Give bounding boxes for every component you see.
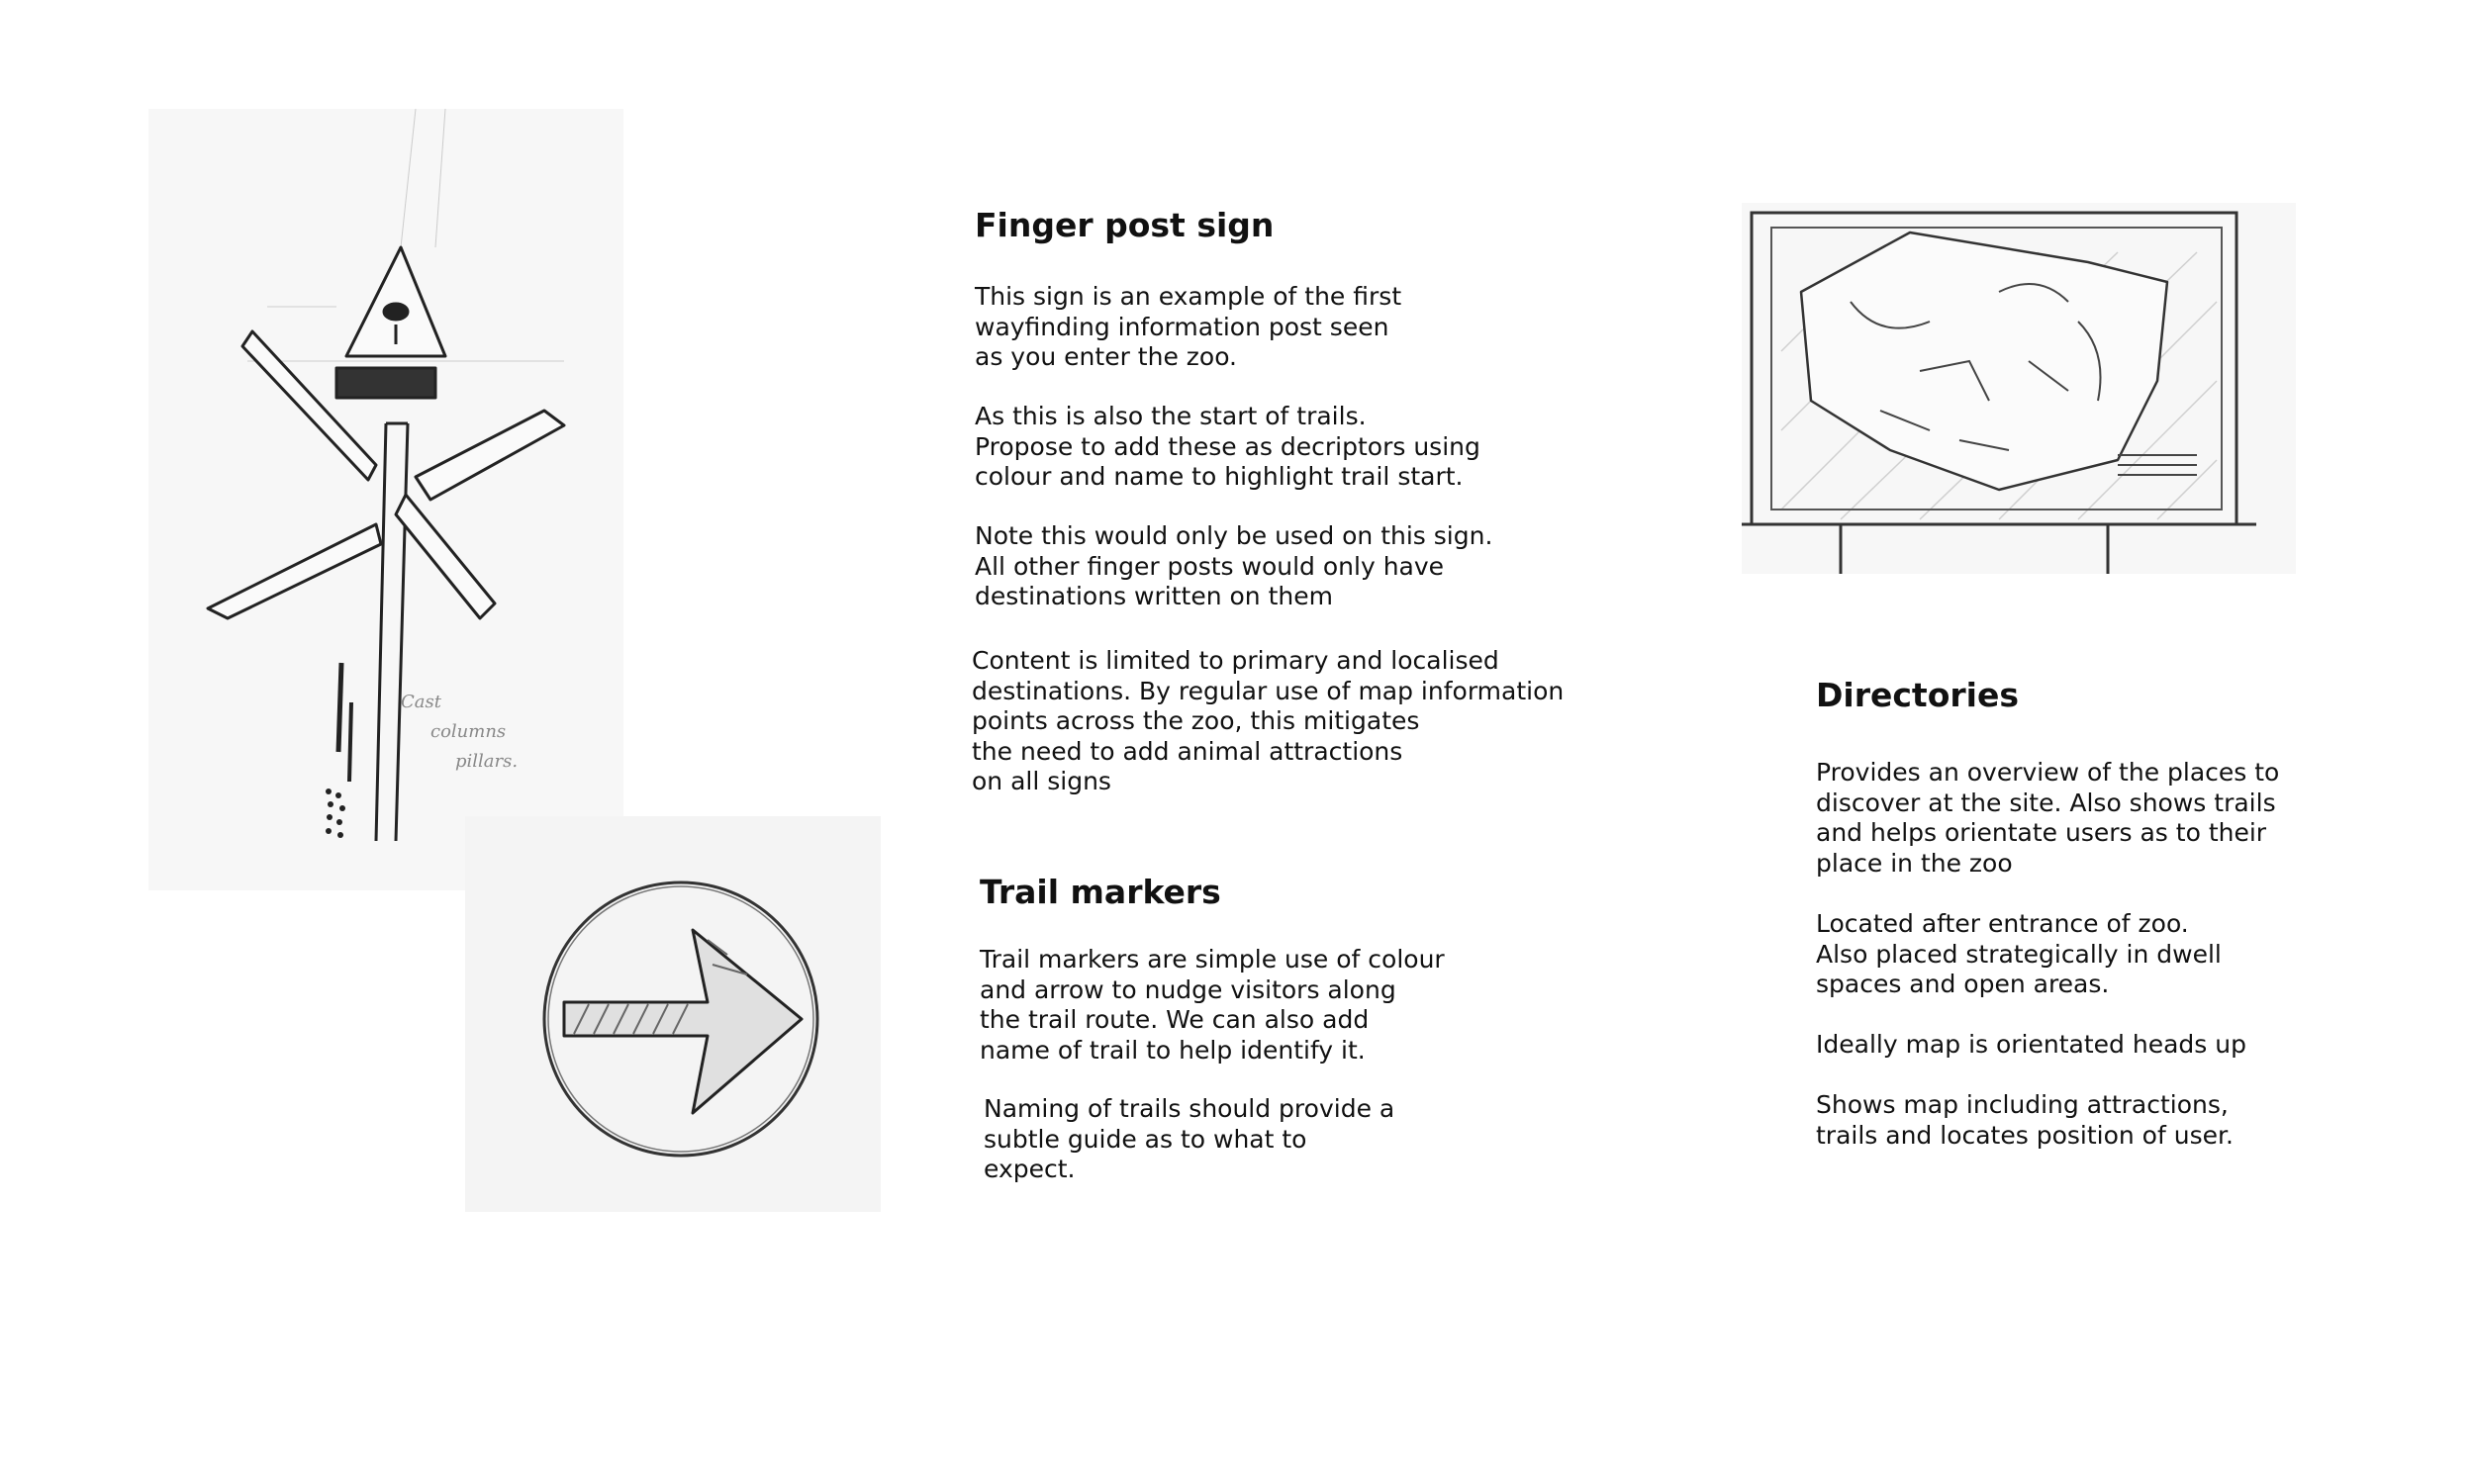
text-line: Propose to add these as decriptors using bbox=[975, 431, 1480, 461]
text-line: Trail markers are simple use of colour bbox=[980, 945, 1445, 974]
text-line: Content is limited to primary and localised bbox=[972, 646, 1499, 675]
finger-post-paragraph-2 bbox=[975, 402, 1480, 493]
text-line: Note this would only be used on this sign. bbox=[975, 521, 1493, 550]
text-line: Located after entrance of zoo. bbox=[1816, 909, 2189, 938]
finger-post-section bbox=[975, 206, 1274, 245]
directories-paragraph-1 bbox=[1816, 758, 2279, 879]
text-line: the need to add animal attractions bbox=[972, 736, 1403, 766]
text-line: name of trail to help identify it. bbox=[980, 1035, 1366, 1065]
annotation-line-3: pillars. bbox=[455, 751, 519, 772]
text-line: expect. bbox=[984, 1155, 1076, 1183]
text-line: Shows map including attractions, bbox=[1816, 1090, 2229, 1119]
directories-paragraph-4 bbox=[1816, 1090, 2234, 1151]
directories-paragraph-3 bbox=[1816, 1030, 2246, 1061]
text-line: destinations. By regular use of map information bbox=[972, 676, 1565, 705]
text-line: as you enter the zoo. bbox=[975, 342, 1238, 371]
text-line: place in the zoo bbox=[1816, 848, 2013, 878]
directory-board-drawing bbox=[1742, 203, 2296, 574]
finger-post-paragraph-3 bbox=[975, 521, 1492, 612]
text-line: on all signs bbox=[972, 767, 1111, 795]
annotation-line-2: columns bbox=[430, 721, 507, 742]
text-line: colour and name to highlight trail start. bbox=[975, 462, 1464, 491]
text-line: subtle guide as to what to bbox=[984, 1124, 1307, 1154]
directories-paragraph-2 bbox=[1816, 909, 2222, 1000]
text-line: Naming of trails should provide a bbox=[984, 1094, 1395, 1123]
text-line: spaces and open areas. bbox=[1816, 970, 2110, 998]
text-line: As this is also the start of trails. bbox=[975, 402, 1367, 430]
finger-post-heading: Finger post sign bbox=[975, 206, 1275, 244]
directories-section bbox=[1816, 676, 2019, 715]
text-line: trails and locates position of user. bbox=[1816, 1120, 2234, 1150]
text-line: wayfinding information post seen bbox=[975, 312, 1389, 341]
finger-post-drawing bbox=[148, 109, 623, 890]
annotation-line-1: Cast bbox=[401, 692, 441, 712]
trail-markers-paragraph-1 bbox=[980, 945, 1445, 1066]
text-line: discover at the site. Also shows trails bbox=[1816, 788, 2276, 817]
directory-board-sketch bbox=[1742, 203, 2296, 574]
trail-marker-drawing bbox=[465, 816, 881, 1212]
text-line: This sign is an example of the first bbox=[975, 282, 1402, 311]
text-line: Provides an overview of the places to bbox=[1816, 758, 2280, 787]
finger-post-sketch bbox=[148, 109, 623, 890]
trail-marker-sketch bbox=[465, 816, 881, 1212]
text-line: All other finger posts would only have bbox=[975, 551, 1445, 581]
trail-markers-heading: Trail markers bbox=[980, 873, 1221, 911]
finger-post-paragraph-1 bbox=[975, 282, 1401, 373]
trail-markers-section bbox=[980, 873, 1221, 912]
text-line: and helps orientate users as to their bbox=[1816, 818, 2267, 847]
text-line: Also placed strategically in dwell bbox=[1816, 939, 2222, 969]
text-line: the trail route. We can also add bbox=[980, 1005, 1370, 1034]
text-line: points across the zoo, this mitigates bbox=[972, 706, 1420, 735]
directories-heading: Directories bbox=[1816, 676, 2019, 714]
text-line: destinations written on them bbox=[975, 582, 1333, 610]
text-line: and arrow to nudge visitors along bbox=[980, 974, 1396, 1004]
text-line: Ideally map is orientated heads up bbox=[1816, 1030, 2246, 1059]
finger-post-content-note bbox=[972, 646, 1564, 797]
trail-markers-paragraph-2 bbox=[984, 1094, 1394, 1185]
